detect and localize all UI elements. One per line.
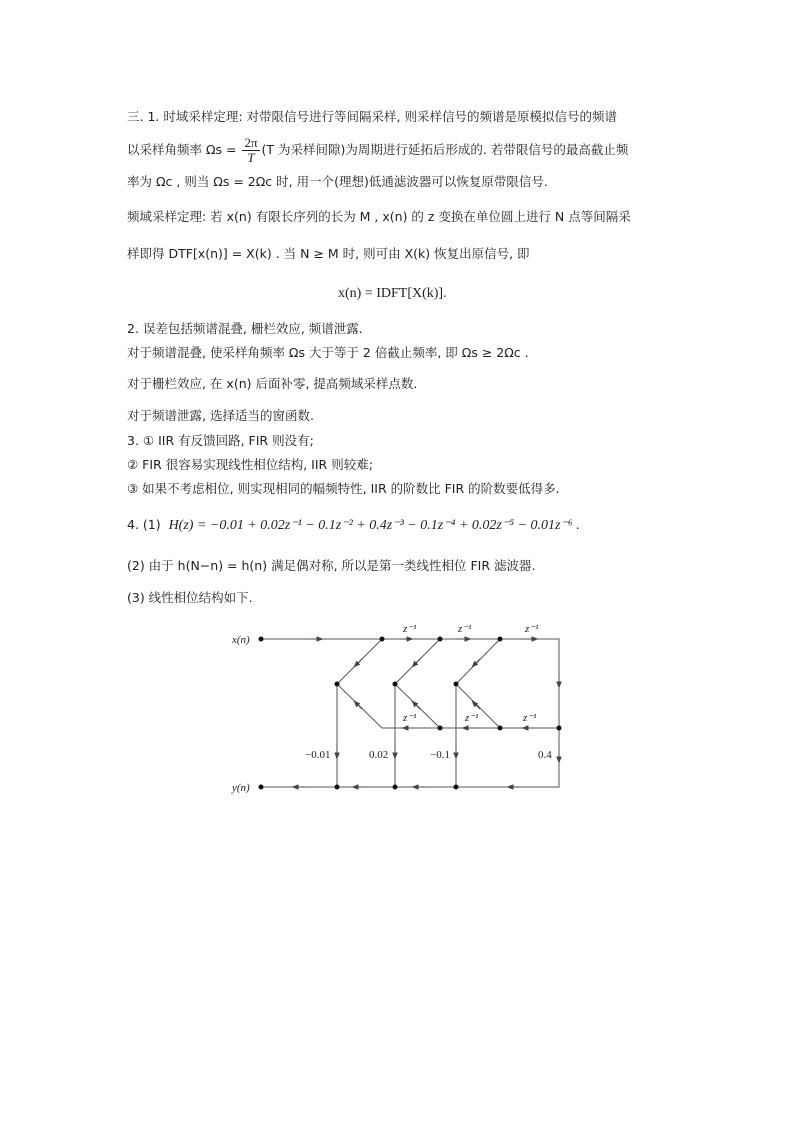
s2-line3: 对于栅栏效应, 在 x(n) 后面补零, 提高频域采样点数. [127, 376, 418, 391]
s1-line2-post: (T 为采样间隙)为周期进行延拓后形成的. 若带限信号的最高截止频 [261, 142, 629, 157]
s1-line5: 样即得 DTF[x(n)] = X(k) . 当 N ≥ M 时, 则可由 X(k) 恢复出原信号, 即 [127, 246, 530, 261]
input-label: x(n) [232, 634, 250, 646]
coefficient-label: −0.01 [305, 749, 331, 761]
s1-line1: 三. 1. 时域采样定理: 对带限信号进行等间隔采样, 则采样信号的频谱是原模拟信号的频谱 [127, 109, 617, 124]
s2-line4: 对于频谱泄露, 选择适当的窗函数. [127, 408, 314, 423]
delay-label: z⁻¹ [403, 623, 417, 635]
s4-part1-label: 4. (1) [127, 517, 161, 532]
s2-line2: 对于频谱混叠, 使采样角频率 Ωs 大于等于 2 倍截止频率, 即 Ωs ≥ 2Ωc . [127, 345, 529, 360]
output-label: y(n) [232, 782, 250, 794]
delay-label: z⁻¹ [523, 712, 537, 724]
transfer-function: H(z) = −0.01 + 0.02z⁻¹ − 0.1z⁻² + 0.4z⁻³ − 0.1z⁻⁴ + 0.02z⁻⁵ − 0.01z⁻⁶ . [168, 518, 580, 533]
delay-label: z⁻¹ [458, 623, 472, 635]
s3-line3: ③ 如果不考虑相位, 则实现相同的幅频特性, IIR 的阶数比 FIR 的阶数要低得多. [127, 481, 560, 496]
frac-num: 2π [244, 135, 258, 150]
s1-line2-pre: 以采样角频率 Ωs = [127, 142, 241, 157]
delay-label: z⁻¹ [525, 623, 539, 635]
s3-line2: ② FIR 很容易实现线性相位结构, IIR 则较难; [127, 457, 373, 472]
s4-part3: (3) 线性相位结构如下. [127, 590, 253, 605]
idft-equation: x(n) = IDFT[X(k)]. [338, 286, 447, 301]
s1-line3: 率为 Ωc , 则当 Ωs = 2Ωc 时, 用一个(理想)低通滤波器可以恢复原带限信号. [127, 174, 548, 189]
s4-part2: (2) 由于 h(N−n) = h(n) 满足偶对称, 所以是第一类线性相位 FIR 滤波器. [127, 558, 536, 573]
delay-label: z⁻¹ [403, 712, 417, 724]
s1-line4: 频域采样定理: 若 x(n) 有限长序列的长为 M , x(n) 的 z 变换在单位圆上进行 N 点等间隔采 [127, 209, 631, 224]
coefficient-label: −0.1 [430, 749, 450, 761]
coefficient-label: 0.4 [538, 749, 552, 761]
coefficient-label: 0.02 [369, 749, 389, 761]
s3-line1: 3. ① IIR 有反馈回路, FIR 则没有; [127, 433, 314, 448]
frac-den: T [247, 150, 255, 165]
s2-line1: 2. 误差包括频谱混叠, 栅栏效应, 频谱泄露. [127, 321, 363, 336]
delay-label: z⁻¹ [465, 712, 479, 724]
